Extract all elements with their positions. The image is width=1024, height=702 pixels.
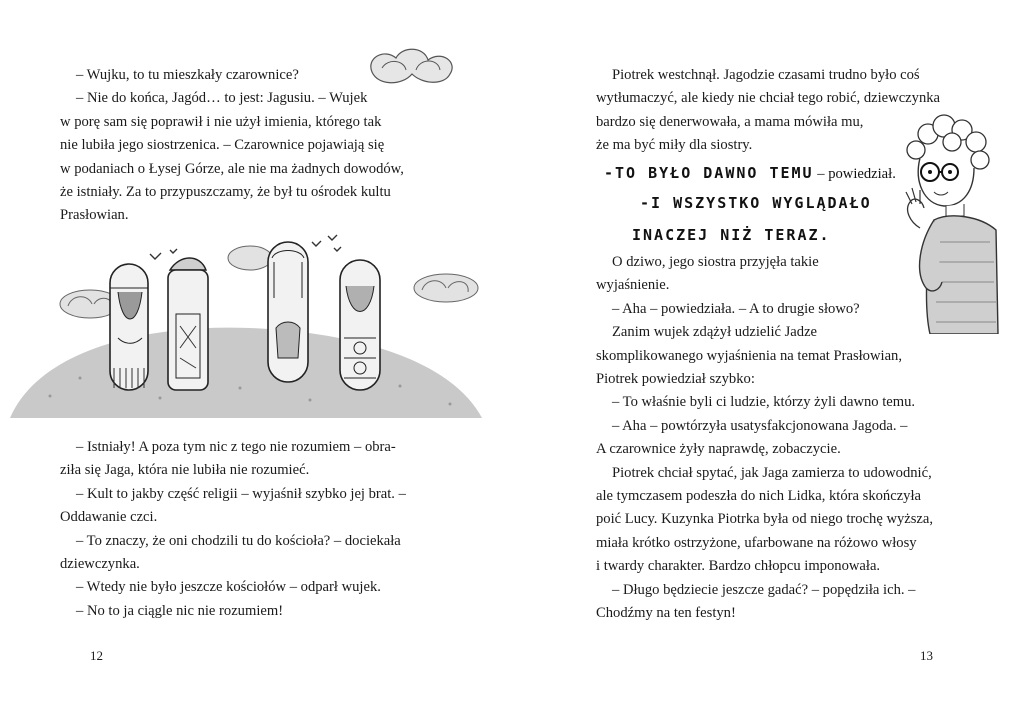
paragraph: i twardy charakter. Bardzo chłopcu imponowała. bbox=[596, 558, 881, 575]
handwritten-line-1 bbox=[604, 164, 896, 183]
cloud-icon bbox=[228, 246, 272, 270]
paragraph: ziła się Jaga, która nie lubiła nie rozumieć. bbox=[60, 462, 310, 479]
cloud-icon bbox=[414, 274, 478, 302]
paragraph: nie lubiła jego siostrzenica. – Czarownice pojawiają się bbox=[60, 137, 385, 154]
handwritten-line-3: INACZEJ NIŻ TERAZ. bbox=[632, 226, 831, 244]
paragraph: – No to ja ciągle nic nie rozumiem! bbox=[76, 602, 284, 619]
paragraph: skomplikowanego wyjaśnienia na temat Prasłowian, bbox=[596, 347, 902, 364]
paragraph: – Nie do końca, Jagód… to jest: Jagusiu. – Wujek bbox=[76, 90, 368, 107]
paragraph: w podaniach o Łysej Górze, ale nie ma żadnych dowodów, bbox=[60, 160, 404, 177]
paragraph: miała krótko ostrzyżone, ufarbowane na różowo włosy bbox=[596, 534, 917, 551]
handwritten-line-2: -I WSZYSTKO WYGLĄDAŁO bbox=[640, 194, 872, 212]
idol-figure bbox=[110, 264, 148, 390]
paragraph: O dziwo, jego siostra przyjęła takie bbox=[612, 254, 819, 270]
right-middle-text bbox=[596, 251, 996, 626]
right-page bbox=[512, 0, 1024, 702]
handwritten-text: -TO BYŁO DAWNO TEMU bbox=[604, 164, 814, 182]
paragraph: – Kult to jakby część religii – wyjaśnił szybko jej brat. – bbox=[76, 485, 406, 502]
page-number: 13 bbox=[920, 648, 933, 663]
paragraph: Oddawanie czci. bbox=[60, 509, 158, 526]
paragraph: że ma być miły dla siostry. bbox=[596, 137, 753, 154]
paragraph: poić Lucy. Kuzynka Piotrka była od niego trochę wyższa, bbox=[596, 511, 934, 528]
paragraph: – Wujku, to tu mieszkały czarownice? bbox=[76, 67, 299, 83]
left-bottom-text bbox=[60, 436, 460, 623]
paragraph: bardzo się denerwowała, a mama mówiła mu, bbox=[596, 113, 864, 130]
idols-illustration bbox=[10, 228, 482, 424]
paragraph: – To właśnie byli ci ludzie, którzy żyli dawno temu. bbox=[612, 394, 916, 411]
paragraph: – Długo będziecie jeszcze gadać? – popędziła ich. – bbox=[612, 581, 916, 598]
idol-figure bbox=[340, 260, 380, 390]
paragraph: dziewczynka. bbox=[60, 556, 140, 573]
left-top-text bbox=[60, 64, 460, 228]
paragraph: – Aha – powiedziała. – A to drugie słowo? bbox=[612, 300, 860, 317]
paragraph: Chodźmy na ten festyn! bbox=[596, 605, 736, 622]
paragraph: Piotrek westchnął. Jagodzie czasami trudno było coś bbox=[612, 67, 920, 83]
paragraph: – Istniały! A poza tym nic z tego nie rozumiem – obra- bbox=[76, 439, 396, 455]
paragraph: A czarownice żyły naprawdę, zobaczycie. bbox=[596, 441, 841, 458]
paragraph: Zanim wujek zdążył udzielić Jadze bbox=[612, 324, 818, 341]
paragraph: – Aha – powtórzyła usatysfakcjonowana Jagoda. – bbox=[612, 417, 908, 434]
waving-hand-icon bbox=[906, 188, 924, 228]
paragraph: ale tymczasem podeszła do nich Lidka, która skończyła bbox=[596, 488, 921, 505]
paragraph: wytłumaczyć, ale kiedy nie chciał tego robić, dziewczynka bbox=[596, 90, 941, 107]
paragraph: że istniały. Za to przypuszczamy, że był tu ośrodek kultu bbox=[60, 184, 391, 201]
paragraph: Piotrek powiedział szybko: bbox=[596, 371, 755, 388]
paragraph: wyjaśnienie. bbox=[596, 277, 670, 294]
idol-figure bbox=[168, 258, 208, 390]
paragraph: – Wtedy nie było jeszcze kościołów – odparł wujek. bbox=[76, 579, 381, 596]
page-number: 12 bbox=[90, 648, 103, 663]
paragraph: – To znaczy, że oni chodzili tu do kościoła? – dociekała bbox=[76, 532, 401, 549]
idol-figure bbox=[268, 242, 308, 382]
speech-tag: – powiedział. bbox=[813, 166, 896, 182]
paragraph: Prasłowian. bbox=[60, 207, 129, 224]
paragraph: w porę sam się poprawił i nie użył imienia, którego tak bbox=[60, 113, 382, 130]
paragraph: Piotrek chciał spytać, jak Jaga zamierza to udowodnić, bbox=[612, 464, 932, 481]
